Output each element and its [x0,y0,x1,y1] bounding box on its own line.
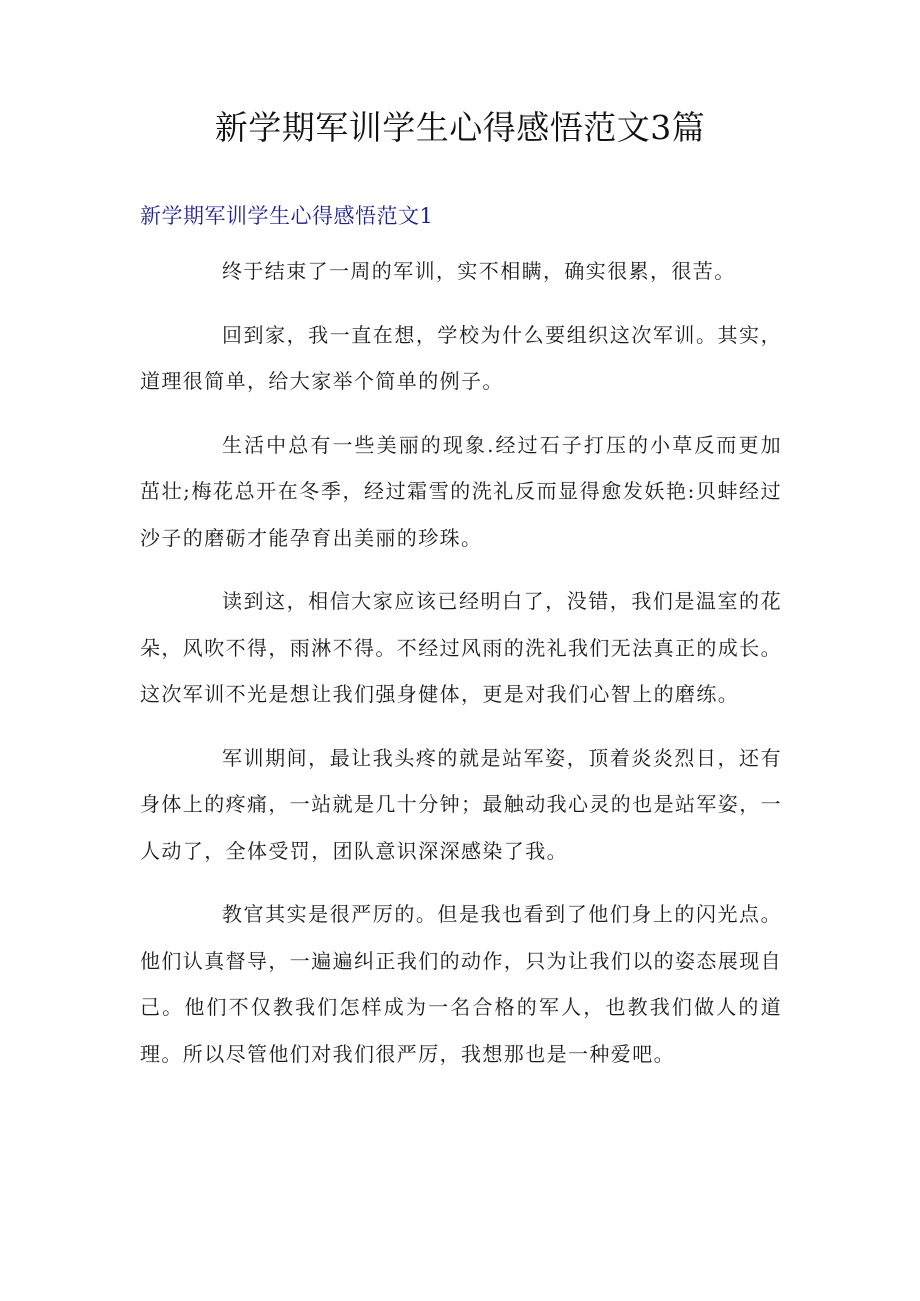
paragraph-2: 回到家，我一直在想，学校为什么要组织这次军训。其实，道理很简单，给大家举个简单的例子。 [140,322,782,393]
document-body [140,248,782,1094]
paragraph-3: 生活中总有一些美丽的现象.经过石子打压的小草反而更加茁壮;梅花总开在冬季，经过霜雪的洗礼反而显得愈发妖艳:贝蚌经过沙子的磨砺才能孕育出美丽的珍珠。 [140,432,782,550]
paragraph-4: 读到这，相信大家应该已经明白了，没错，我们是温室的花朵，风吹不得，雨淋不得。不经过风雨的洗礼我们无法真正的成长。这次军训不光是想让我们强身健体，更是对我们心智上的磨练。 [140,589,782,706]
paragraph-5: 军训期间，最让我头疼的就是站军姿，顶着炎炎烈日，还有身体上的疼痛，一站就是几十分钟；最触动我心灵的也是站军姿，一人动了，全体受罚，团队意识深深感染了我。 [140,745,782,863]
section-heading: 新学期军训学生心得感悟范文1 [140,204,434,228]
paragraph-1: 终于结束了一周的军训，实不相瞒，确实很累，很苦。 [222,259,736,283]
paragraph-6: 教官其实是很严厉的。但是我也看到了他们身上的闪光点。他们认真督导，一遍遍纠正我们的动作，只为让我们以的姿态展现自己。他们不仅教我们怎样成为一名合格的军人，也教我们做人的道理。所以尽管他们对我们很严厉，我想那也是一种爱吧。 [140,902,782,1066]
document-title: 新学期军训学生心得感悟范文3篇 [214,108,706,147]
